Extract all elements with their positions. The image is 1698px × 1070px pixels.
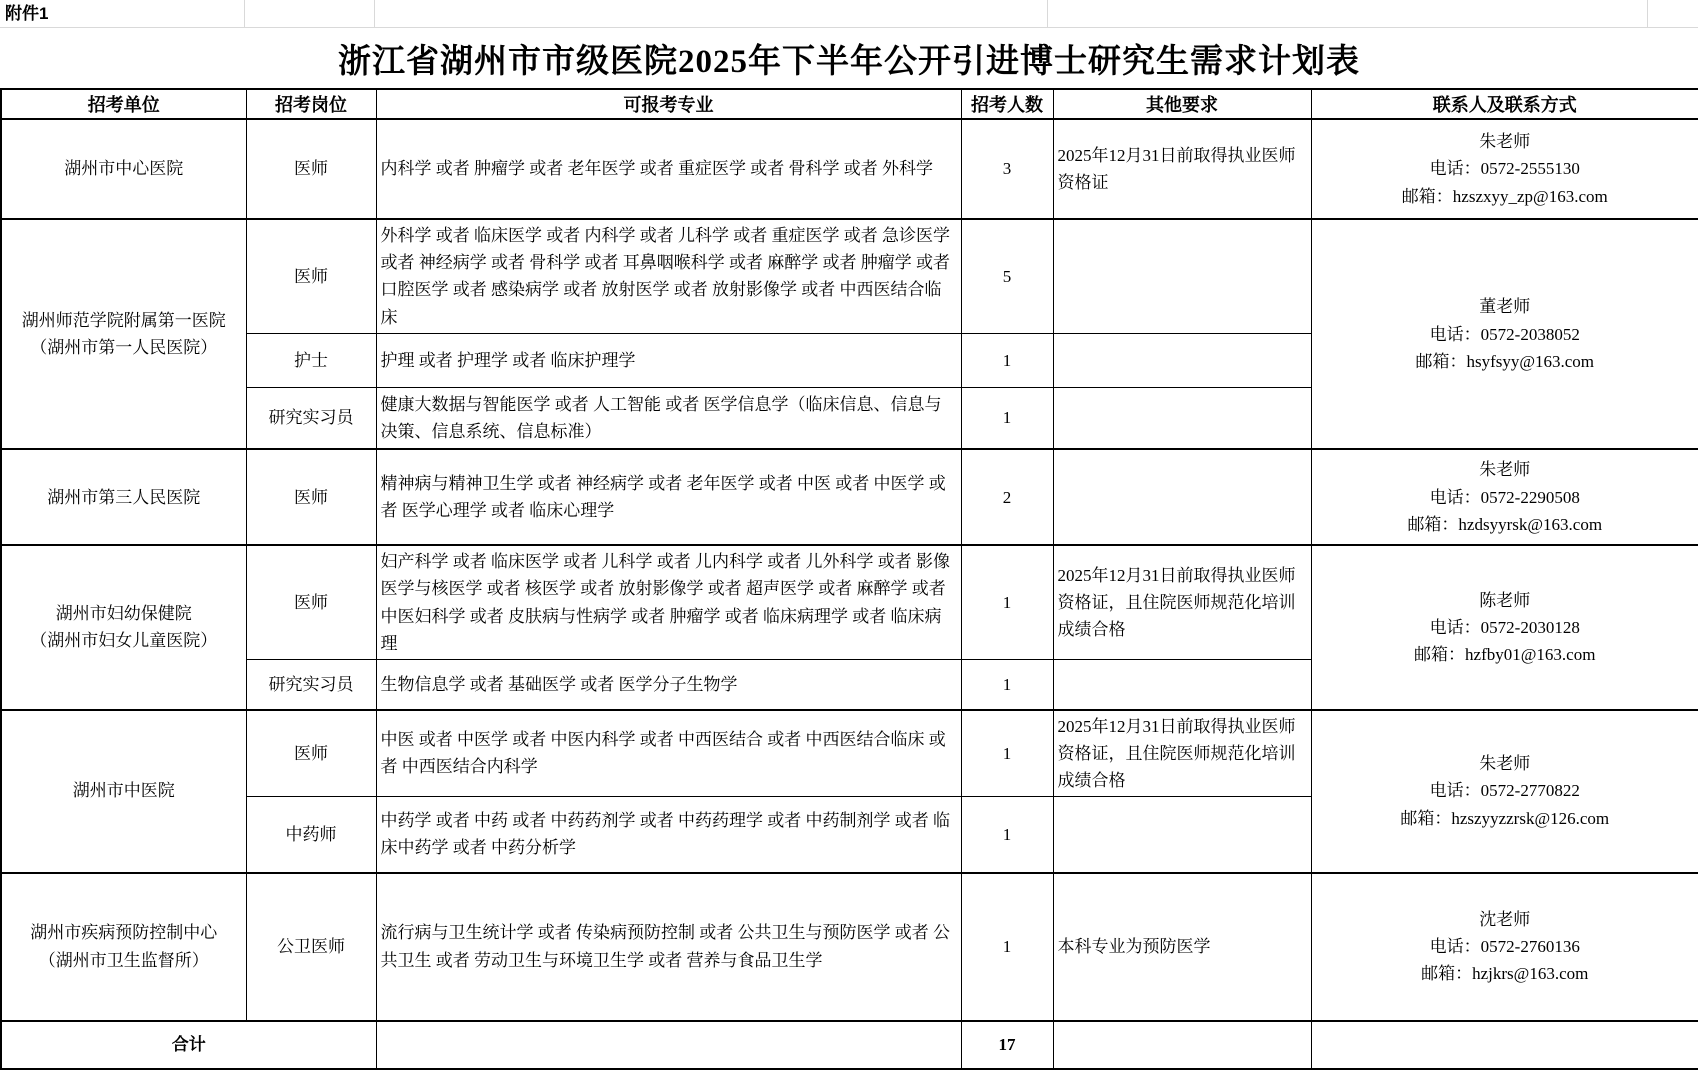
col-header-count: 招考人数 (961, 89, 1053, 119)
unit-name-alt: （湖州市卫生监督所） (38, 950, 209, 970)
contact-cell (1311, 873, 1698, 1021)
total-row (1, 1021, 1698, 1069)
majors-cell: 中医 或者 中医学 或者 中医内科学 或者 中西医结合 或者 中西医结合临床 或者 中西医结合内科学 (376, 710, 961, 797)
unit-name: 湖州市疾病预防控制中心 (30, 923, 218, 943)
contact-phone: 电话：0572-2770822 (1429, 781, 1580, 801)
majors-cell: 中药学 或者 中药 或者 中药药剂学 或者 中药药理学 或者 中药制剂学 或者 临床中药学 或者 中药分析学 (376, 797, 961, 873)
contact-email: 邮箱：hsyfsyy@163.com (1415, 351, 1595, 371)
unit-name-cell (1, 449, 246, 545)
col-header-majors: 可报考专业 (376, 89, 961, 119)
count-cell: 1 (961, 873, 1053, 1021)
unit-name-alt: （湖州市第一人民医院） (30, 338, 218, 358)
grid-cell (0, 0, 245, 28)
grid-cell (1048, 0, 1648, 28)
table-row (1, 119, 1698, 219)
contact-cell (1311, 119, 1698, 219)
count-cell: 1 (961, 797, 1053, 873)
contact-email: 邮箱：hzjkrs@163.com (1421, 964, 1589, 984)
requirements-cell: 2025年12月31日前取得执业医师资格证，且住院医师规范化培训成绩合格 (1053, 545, 1311, 659)
requirements-cell (1053, 387, 1311, 449)
count-cell: 3 (961, 119, 1053, 219)
empty-cell (1053, 1021, 1311, 1069)
table-header-row (1, 89, 1698, 119)
contact-phone: 电话：0572-2030128 (1429, 617, 1580, 637)
contact-cell (1311, 545, 1698, 709)
unit-name-cell (1, 545, 246, 709)
requirements-cell (1053, 660, 1311, 710)
contact-person: 朱老师 (1479, 754, 1531, 774)
position-cell: 医师 (246, 119, 376, 219)
count-cell: 1 (961, 710, 1053, 797)
unit-name-alt: （湖州市妇女儿童医院） (30, 631, 218, 651)
recruitment-plan-table (0, 88, 1698, 1070)
majors-cell: 内科学 或者 肿瘤学 或者 老年医学 或者 重症医学 或者 骨科学 或者 外科学 (376, 119, 961, 219)
majors-cell: 健康大数据与智能医学 或者 人工智能 或者 医学信息学（临床信息、信息与决策、信息系统、信息标准） (376, 387, 961, 449)
unit-name-cell (1, 710, 246, 873)
contact-phone: 电话：0572-2555130 (1429, 159, 1580, 179)
contact-cell (1311, 710, 1698, 873)
requirements-cell (1053, 333, 1311, 387)
count-cell: 1 (961, 660, 1053, 710)
contact-email: 邮箱：hzszyyzzrsk@126.com (1400, 808, 1610, 828)
requirements-cell: 2025年12月31日前取得执业医师资格证 (1053, 119, 1311, 219)
unit-name-cell (1, 119, 246, 219)
table-row (1, 449, 1698, 545)
majors-cell: 护理 或者 护理学 或者 临床护理学 (376, 333, 961, 387)
requirements-cell: 2025年12月31日前取得执业医师资格证，且住院医师规范化培训成绩合格 (1053, 710, 1311, 797)
position-cell: 研究实习员 (246, 660, 376, 710)
col-header-contact: 联系人及联系方式 (1311, 89, 1698, 119)
contact-phone: 电话：0572-2290508 (1429, 487, 1580, 507)
table-row (1, 545, 1698, 659)
contact-cell (1311, 449, 1698, 545)
empty-cell (1311, 1021, 1698, 1069)
requirements-cell (1053, 449, 1311, 545)
page-title: 浙江省湖州市市级医院2025年下半年公开引进博士研究生需求计划表 (338, 43, 1360, 80)
unit-name: 湖州市妇幼保健院 (55, 604, 192, 624)
position-cell: 医师 (246, 710, 376, 797)
contact-email: 邮箱：hzfby01@163.com (1414, 644, 1596, 664)
requirements-cell: 本科专业为预防医学 (1053, 873, 1311, 1021)
unit-name-cell (1, 873, 246, 1021)
count-cell: 5 (961, 219, 1053, 333)
contact-person: 朱老师 (1479, 460, 1531, 480)
empty-cell (376, 1021, 961, 1069)
unit-name: 湖州师范学院附属第一医院 (21, 310, 226, 330)
position-cell: 医师 (246, 219, 376, 333)
contact-person: 陈老师 (1479, 590, 1531, 610)
count-cell: 1 (961, 333, 1053, 387)
position-cell: 中药师 (246, 797, 376, 873)
requirements-cell (1053, 219, 1311, 333)
grid-cell (1648, 0, 1698, 28)
attachment-label: 附件1 (5, 4, 49, 23)
col-header-unit: 招考单位 (1, 89, 246, 119)
count-cell: 1 (961, 387, 1053, 449)
majors-cell: 外科学 或者 临床医学 或者 内科学 或者 儿科学 或者 重症医学 或者 急诊医学 或者 神经病学 或者 骨科学 或者 耳鼻咽喉科学 或者 麻醉学 或者 肿瘤学 或者 口腔医学 或者 感染病学 或者 放射医学 或者 放射影像学 或者 中西医结合临床 (376, 219, 961, 333)
majors-cell: 流行病与卫生统计学 或者 传染病预防控制 或者 公共卫生与预防医学 或者 公共卫生 或者 劳动卫生与环境卫生学 或者 营养与食品卫生学 (376, 873, 961, 1021)
majors-cell: 精神病与精神卫生学 或者 神经病学 或者 老年医学 或者 中医 或者 中医学 或者 医学心理学 或者 临床心理学 (376, 449, 961, 545)
unit-name: 湖州市中医院 (72, 781, 175, 801)
col-header-position: 招考岗位 (246, 89, 376, 119)
contact-person: 朱老师 (1479, 132, 1531, 152)
col-header-requirements: 其他要求 (1053, 89, 1311, 119)
position-cell: 公卫医师 (246, 873, 376, 1021)
count-cell: 2 (961, 449, 1053, 545)
contact-cell (1311, 219, 1698, 449)
majors-cell: 生物信息学 或者 基础医学 或者 医学分子生物学 (376, 660, 961, 710)
count-cell: 1 (961, 545, 1053, 659)
contact-email: 邮箱：hzdsyyrsk@163.com (1407, 514, 1603, 534)
total-label-cell: 合计 (1, 1021, 376, 1069)
position-cell: 医师 (246, 449, 376, 545)
contact-person: 沈老师 (1479, 909, 1531, 929)
unit-name-cell (1, 219, 246, 449)
position-cell: 研究实习员 (246, 387, 376, 449)
title-row (0, 28, 1698, 88)
table-row (1, 873, 1698, 1021)
grid-cell (375, 0, 1048, 28)
unit-name: 湖州市第三人民医院 (47, 487, 201, 507)
requirements-cell (1053, 797, 1311, 873)
position-cell: 医师 (246, 545, 376, 659)
spreadsheet-gridline-strip (0, 0, 1698, 28)
contact-person: 董老师 (1479, 297, 1531, 317)
contact-email: 邮箱：hzszxyy_zp@163.com (1401, 186, 1608, 206)
total-count-cell: 17 (961, 1021, 1053, 1069)
contact-phone: 电话：0572-2760136 (1429, 936, 1580, 956)
grid-cell (245, 0, 375, 28)
position-cell: 护士 (246, 333, 376, 387)
contact-phone: 电话：0572-2038052 (1429, 324, 1580, 344)
table-row (1, 710, 1698, 797)
unit-name: 湖州市中心医院 (64, 159, 184, 179)
majors-cell: 妇产科学 或者 临床医学 或者 儿科学 或者 儿内科学 或者 儿外科学 或者 影像医学与核医学 或者 核医学 或者 放射影像学 或者 超声医学 或者 麻醉学 或者 中医妇科学 或者 皮肤病与性病学 或者 肿瘤学 或者 临床病理学 或者 临床病理 (376, 545, 961, 659)
table-row (1, 219, 1698, 333)
